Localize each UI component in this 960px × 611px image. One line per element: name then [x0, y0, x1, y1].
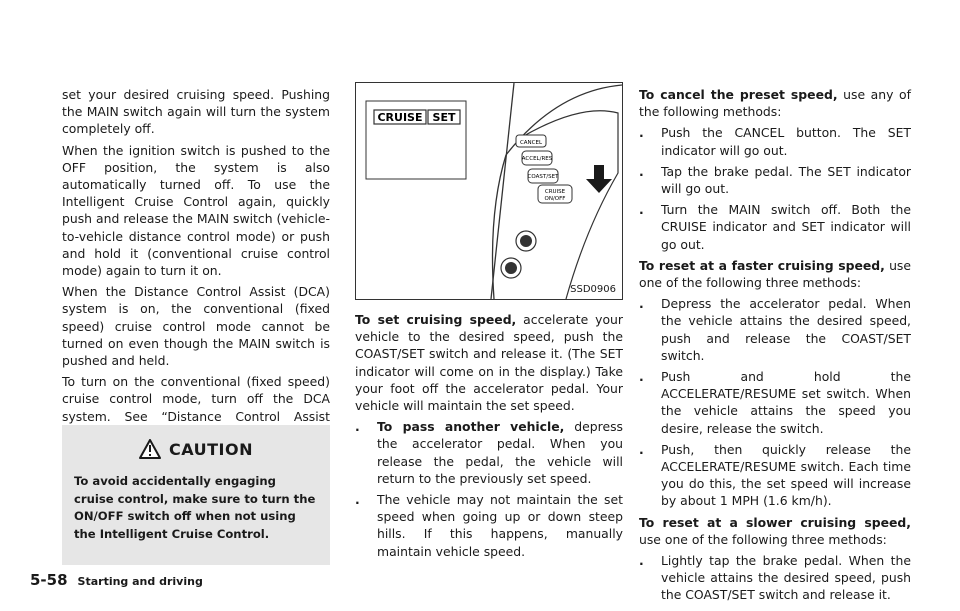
- paragraph: [639, 514, 911, 548]
- list-item-text: Turn the MAIN switch off. Both the CRUISE indicator and SET indicator will go out.: [661, 202, 911, 252]
- list-item: [639, 295, 911, 364]
- faster-lead: To reset at a faster cruising speed,: [639, 257, 885, 273]
- bullet-mark: .: [355, 492, 360, 508]
- bullet-mark: .: [639, 163, 644, 179]
- list-item-text: Push and hold the ACCELERATE/RESUME set switch. When the vehicle attains the speed you desire, release the switch.: [661, 369, 911, 436]
- bullet-mark: .: [639, 125, 644, 141]
- list-item-text: Lightly tap the brake pedal. When the vehicle attains the desired speed, push the COAST/SET switch and release it.: [661, 553, 911, 603]
- cruise-indicator-text: CRUISE: [377, 111, 423, 124]
- column-middle: [355, 311, 623, 564]
- page-footer: [30, 571, 203, 589]
- paragraph: set your desired cruising speed. Pushing the MAIN switch again will turn the system completely off.: [62, 87, 330, 137]
- caution-header: [62, 439, 330, 459]
- caution-text: To avoid accidentally engaging cruise control, make sure to turn the ON/OFF switch off when not using the Intelligent Cruise Control.: [74, 474, 316, 541]
- pass-lead: To pass another vehicle,: [377, 419, 565, 435]
- pass-text: depress the accelerator pedal. When you release the pedal, the vehicle will return to the previously set speed.: [377, 419, 623, 486]
- cancel-text: use any of the following methods:: [639, 87, 911, 120]
- list-item: [639, 368, 911, 437]
- cancel-switch-label: CANCEL: [519, 140, 543, 146]
- bullet-mark: .: [639, 296, 644, 312]
- page-number: 5-58: [30, 571, 68, 589]
- list-item: [355, 418, 623, 487]
- list-item-text: Tap the brake pedal. The SET indicator will go out.: [661, 163, 911, 197]
- paragraph: [639, 257, 911, 291]
- on-off-switch-label: ON/OFF: [544, 196, 566, 202]
- cruise-control-figure: [355, 82, 623, 300]
- column-right: [639, 86, 911, 608]
- bullet-mark: .: [639, 441, 644, 457]
- set-indicator-text: SET: [432, 111, 456, 124]
- down-arrow-icon: [586, 165, 612, 193]
- coast-set-switch-label: COAST/SET: [527, 174, 559, 180]
- list-item-text: Push the CANCEL button. The SET indicator will go out.: [661, 125, 911, 158]
- set-speed-text: accelerate your vehicle to the desired speed, push the COAST/SET switch and release it. (The SET indicator will come on in the display.) Take your foot off the accelerator pedal. Your vehicle will maintain the set speed.: [355, 312, 623, 414]
- list-item: [639, 552, 911, 604]
- list-item: [639, 124, 911, 158]
- column-left: [62, 86, 330, 446]
- list-item: [639, 441, 911, 510]
- caution-title: CAUTION: [169, 439, 253, 459]
- paragraph: To turn on the conventional (fixed speed) cruise control mode, turn off the DCA system. See “Distance Control Assist: [62, 374, 330, 424]
- slower-lead: To reset at a slower cruising speed,: [639, 514, 911, 530]
- list-item-text: Depress the accelerator pedal. When the vehicle attains the desired speed, push and release the COAST/SET switch.: [661, 296, 911, 363]
- paragraph: [639, 86, 911, 120]
- paragraph: When the ignition switch is pushed to the OFF position, the system is also automatically turned off. To use the Intelligent Cruise Control again, quickly push and release the MAIN switch (vehicle-to-vehicle distance control mode) or push and hold it (conventional cruise control mode) again to turn it on.: [62, 142, 330, 279]
- hill-note-text: The vehicle may not maintain the set speed when going up or down steep hills. If this happens, manually maintain vehicle speed.: [377, 492, 623, 559]
- figure-code: SSD0906: [570, 284, 616, 295]
- list-item: [639, 201, 911, 253]
- caution-box: [62, 425, 330, 565]
- cancel-lead: To cancel the preset speed,: [639, 87, 838, 102]
- warning-triangle-icon: [139, 439, 161, 459]
- paragraph: When the Distance Control Assist (DCA) system is on, the conventional (fixed speed) cruise control mode cannot be turned on even though the MAIN switch is pushed and held.: [62, 284, 330, 369]
- cruise-switch-label: CRUISE: [544, 189, 566, 195]
- paragraph: [355, 311, 623, 414]
- list-item: [355, 491, 623, 560]
- list-item: [639, 163, 911, 197]
- bullet-mark: .: [639, 369, 644, 385]
- slower-text: use one of the following three methods:: [639, 531, 887, 547]
- faster-text: use one of the following three methods:: [639, 257, 912, 291]
- bullet-mark: .: [639, 553, 644, 569]
- steering-wheel-switch-illustration: [356, 83, 622, 299]
- accel-res-switch-label: ACCEL/RES: [521, 156, 553, 162]
- set-speed-lead: To set cruising speed,: [355, 312, 517, 327]
- bullet-mark: .: [639, 202, 644, 218]
- list-item-text: Push, then quickly release the ACCELERATE/RESUME switch. Each time you do this, the set speed will increase by about 1 MPH (1.6 km/h).: [661, 441, 911, 509]
- bullet-mark: .: [355, 419, 360, 435]
- section-title: Starting and driving: [77, 575, 203, 588]
